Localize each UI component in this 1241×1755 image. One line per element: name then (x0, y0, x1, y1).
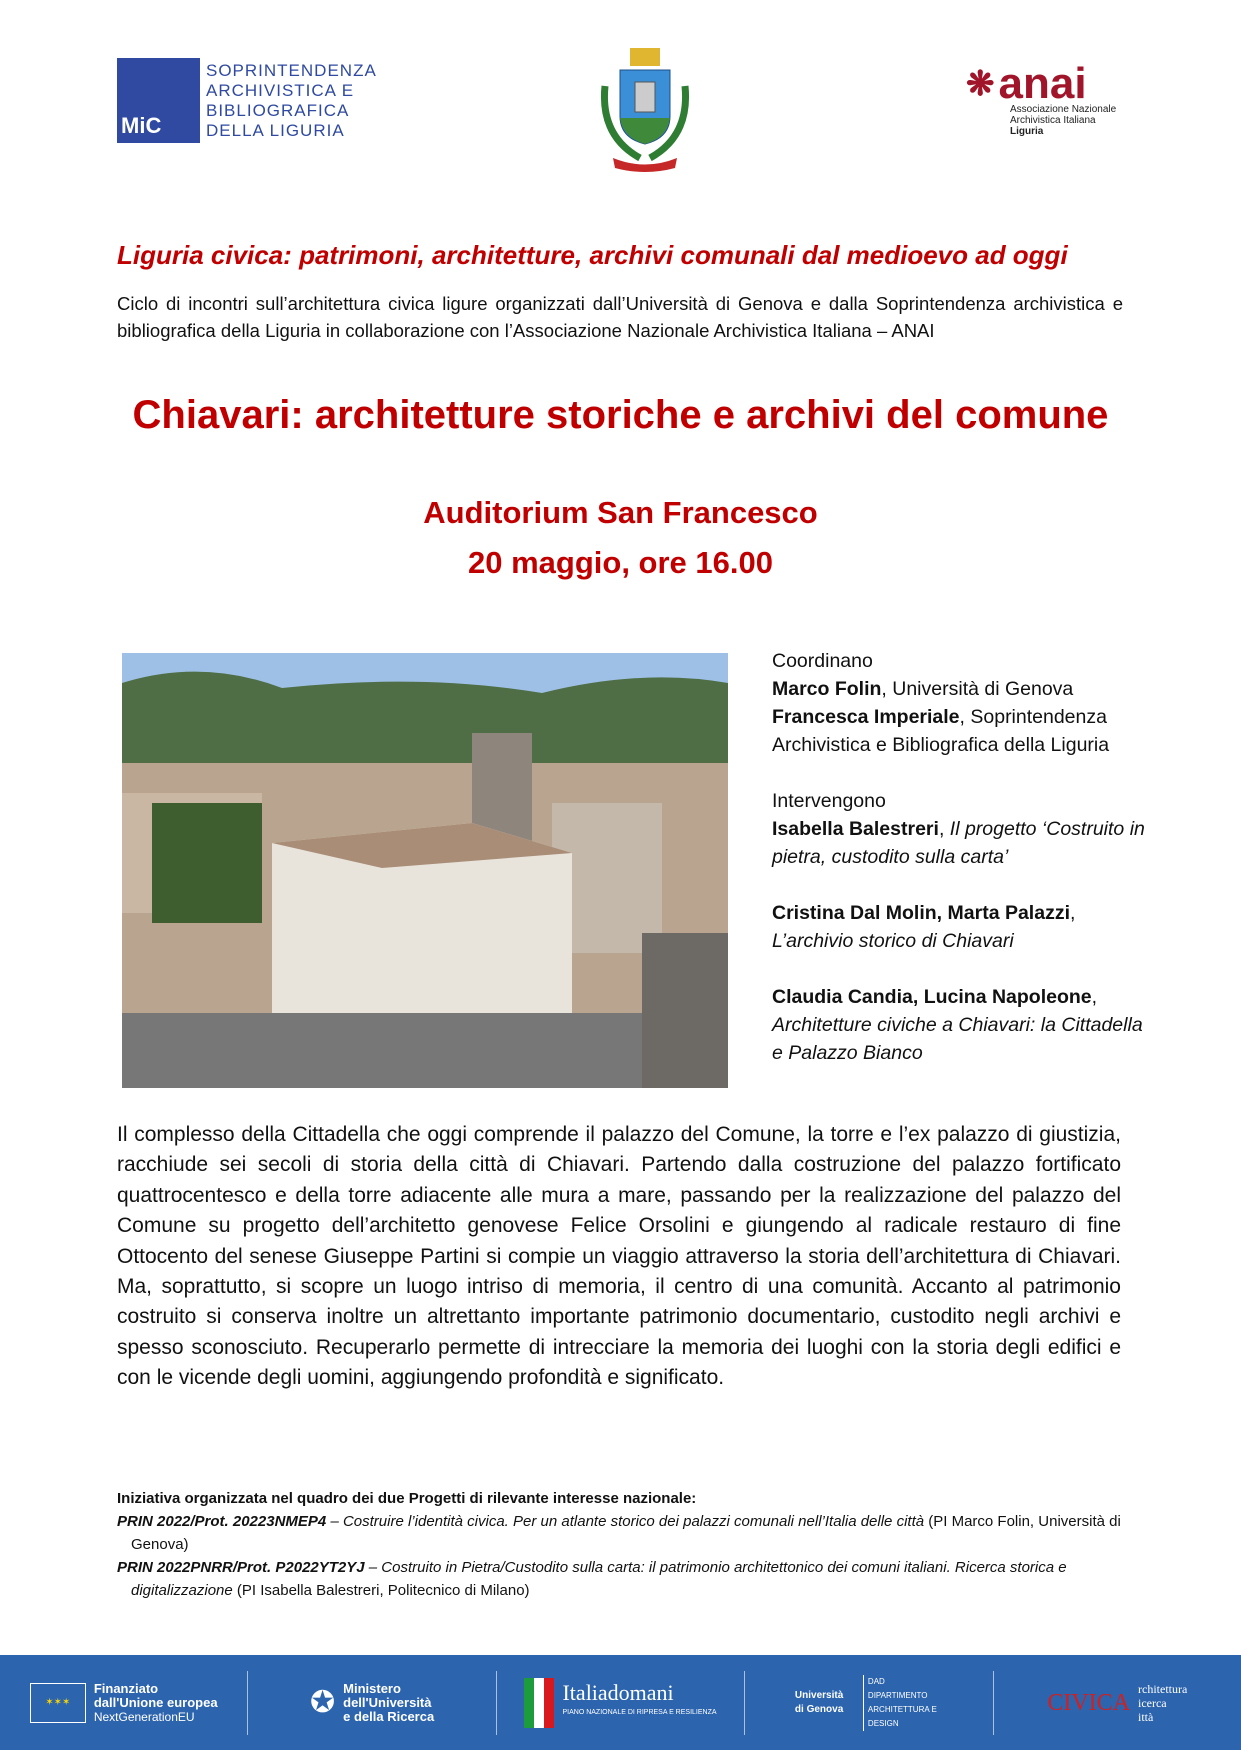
chiavari-town-hall-photo (122, 653, 728, 1088)
anai-line: Associazione Nazionale (1010, 104, 1117, 115)
sab-line: SOPRINTENDENZA (206, 60, 377, 80)
anai-logo (966, 59, 1117, 137)
sab-line: BIBLIOGRAFICA (206, 100, 350, 120)
civica-wordmark: CIVICA (1047, 1689, 1130, 1716)
italiadomani-sub: PIANO NAZIONALE DI RIPRESA E RESILIENZA (562, 1708, 717, 1716)
talk-title: L’archivio storico di Chiavari (772, 930, 1014, 952)
eu-line: dall'Unione europea (93, 1694, 218, 1710)
unige-name: Università di Genova (794, 1689, 844, 1715)
italian-flag-icon (524, 1678, 554, 1728)
coordinator-name: Marco Folin (772, 678, 882, 700)
coordinator-name: Francesca Imperiale (772, 706, 960, 728)
mur-line: Ministero (343, 1680, 401, 1696)
eu-line: Finanziato (93, 1680, 159, 1696)
eu-line: NextGenerationEU (93, 1709, 195, 1724)
chiavari-crest-icon (595, 46, 695, 172)
project-pi: (PI Marco Folin, Università di Genova) (131, 1513, 1121, 1553)
project-code: PRIN 2022PNRR/Prot. P2022YT2YJ (117, 1559, 365, 1576)
emblem-icon: ✪ (310, 1685, 336, 1719)
project-title: – Costruire l’identità civica. Per un atlante storico dei palazzi comunali nell’Italia delle città (326, 1513, 925, 1530)
anai-line: Archivistica Italiana (1010, 115, 1096, 126)
civica-line: rchitettura (1138, 1681, 1188, 1696)
eu-logo (0, 1671, 248, 1735)
talk-title: Il progetto ‘Costruito in pietra, custodito sulla carta’ (772, 818, 1145, 868)
dad-name: DAD DIPARTIMENTO ARCHITETTURA E DESIGN (863, 1675, 943, 1731)
description-paragraph: Il complesso della Cittadella che oggi comprende il palazzo del Comune, la torre e l’ex palazzo di giustizia, racchiude sei secoli di storia della città di Chiavari. Partendo dalla costruzione del palazzo fortificato quattrocentesco e della torre adiacente alle mura a mare, passando per la realizzazione del palazzo del Comune su progetto dell’architetto genovese Felice Orsolini e giungendo al radicale restauro di fine Ottocento del senese Giuseppe Partini si compie un viaggio attraverso la storia dell’architettura di Chiavari. Ma, soprattutto, si scopre un luogo intriso di memoria, il centro di una comunità. Accanto al patrimonio costruito si conserva inoltre un altrettanto importante patrimonio documentario, custodito negli archivi e spesso sconosciuto. Recuperarlo permette di intrecciare la memoria dei luoghi con la storia degli edifici e con le vicende degli uomini, aggiungendo profondità e significato. (117, 1123, 1121, 1390)
sponsor-footer (0, 1655, 1241, 1750)
italiadomani-wordmark: Italiadomani (562, 1679, 674, 1705)
funding-notes (117, 1487, 1127, 1602)
event-title: Chiavari: architetture storiche e archivi del comune (132, 393, 1109, 437)
mur-line: dell'Università (343, 1694, 432, 1710)
eu-flag-icon: ✶✶✶ (30, 1683, 86, 1723)
coordinators-label: Coordinano (772, 650, 873, 672)
project-title: – Costruito in Pietra/Custodito sulla carta: il patrimonio architettonico dei comuni italiani. Ricerca storica e digitalizzazione (131, 1559, 1067, 1599)
sab-line: DELLA LIGURIA (206, 120, 345, 140)
civica-line: icerca (1138, 1695, 1167, 1710)
civica-logo (994, 1671, 1241, 1735)
project-item (117, 1510, 1127, 1556)
intro-text: Ciclo di incontri sull’architettura civica ligure organizzati dall’Università di Genova e dalla Soprintendenza archivistica e bibliografica della Liguria in collaborazione con l’Associazione Nazionale Archivistica Italiana – ANAI (117, 293, 1123, 341)
italiadomani-logo (497, 1671, 745, 1735)
coordinator-affiliation: , Soprintendenza Archivistica e Bibliografica della Liguria (772, 706, 1110, 756)
speaker-name: Isabella Balestreri (772, 818, 939, 840)
speakers-label: Intervengono (772, 790, 886, 812)
project-pi: (PI Isabella Balestreri, Politecnico di Milano) (232, 1582, 530, 1599)
speaker-name: Claudia Candia, Lucina Napoleone (772, 986, 1092, 1008)
notes-heading: Iniziativa organizzata nel quadro dei due Progetti di rilevante interesse nazionale: (117, 1490, 697, 1507)
sab-logo (117, 58, 377, 143)
unige-logo (745, 1671, 993, 1735)
venue: Auditorium San Francesco (423, 495, 818, 530)
mic-mark: MiC (117, 58, 200, 143)
talk-title: Architetture civiche a Chiavari: la Cittadella e Palazzo Bianco (772, 1014, 1143, 1064)
anai-line: Liguria (1010, 126, 1044, 137)
anai-wordmark: anai (998, 59, 1087, 108)
mur-line: e della Ricerca (343, 1708, 435, 1724)
project-item (117, 1556, 1127, 1602)
coordinator-affiliation: , Università di Genova (881, 678, 1074, 700)
series-title: Liguria civica: patrimoni, architetture, archivi comunali dal medioevo ad oggi (117, 240, 1068, 270)
project-code: PRIN 2022/Prot. 20223NMEP4 (117, 1513, 327, 1530)
civica-line: ittà (1138, 1709, 1154, 1724)
speaker-name: Cristina Dal Molin, Marta Palazzi (772, 902, 1070, 924)
program: Coordinano Marco Folin, Università di Genova Francesca Imperiale, Soprintendenza Archivistica e Bibliografica della Liguria Intervengono Isabella Balestreri, Il progetto ‘Costruito in pietra, custodito sulla carta’ Cristina Dal Molin, Marta Palazzi, L’archivio storico di Chiavari Claudia Candia, Lucina Napoleone, Architetture civiche a Chiavari: la Cittadella e Palazzo Bianco (772, 650, 1145, 1064)
date-time: 20 maggio, ore 16.00 (468, 545, 773, 580)
anai-tree-icon: ❋ (966, 65, 995, 103)
mur-logo (248, 1671, 496, 1735)
sab-line: ARCHIVISTICA E (206, 80, 355, 100)
